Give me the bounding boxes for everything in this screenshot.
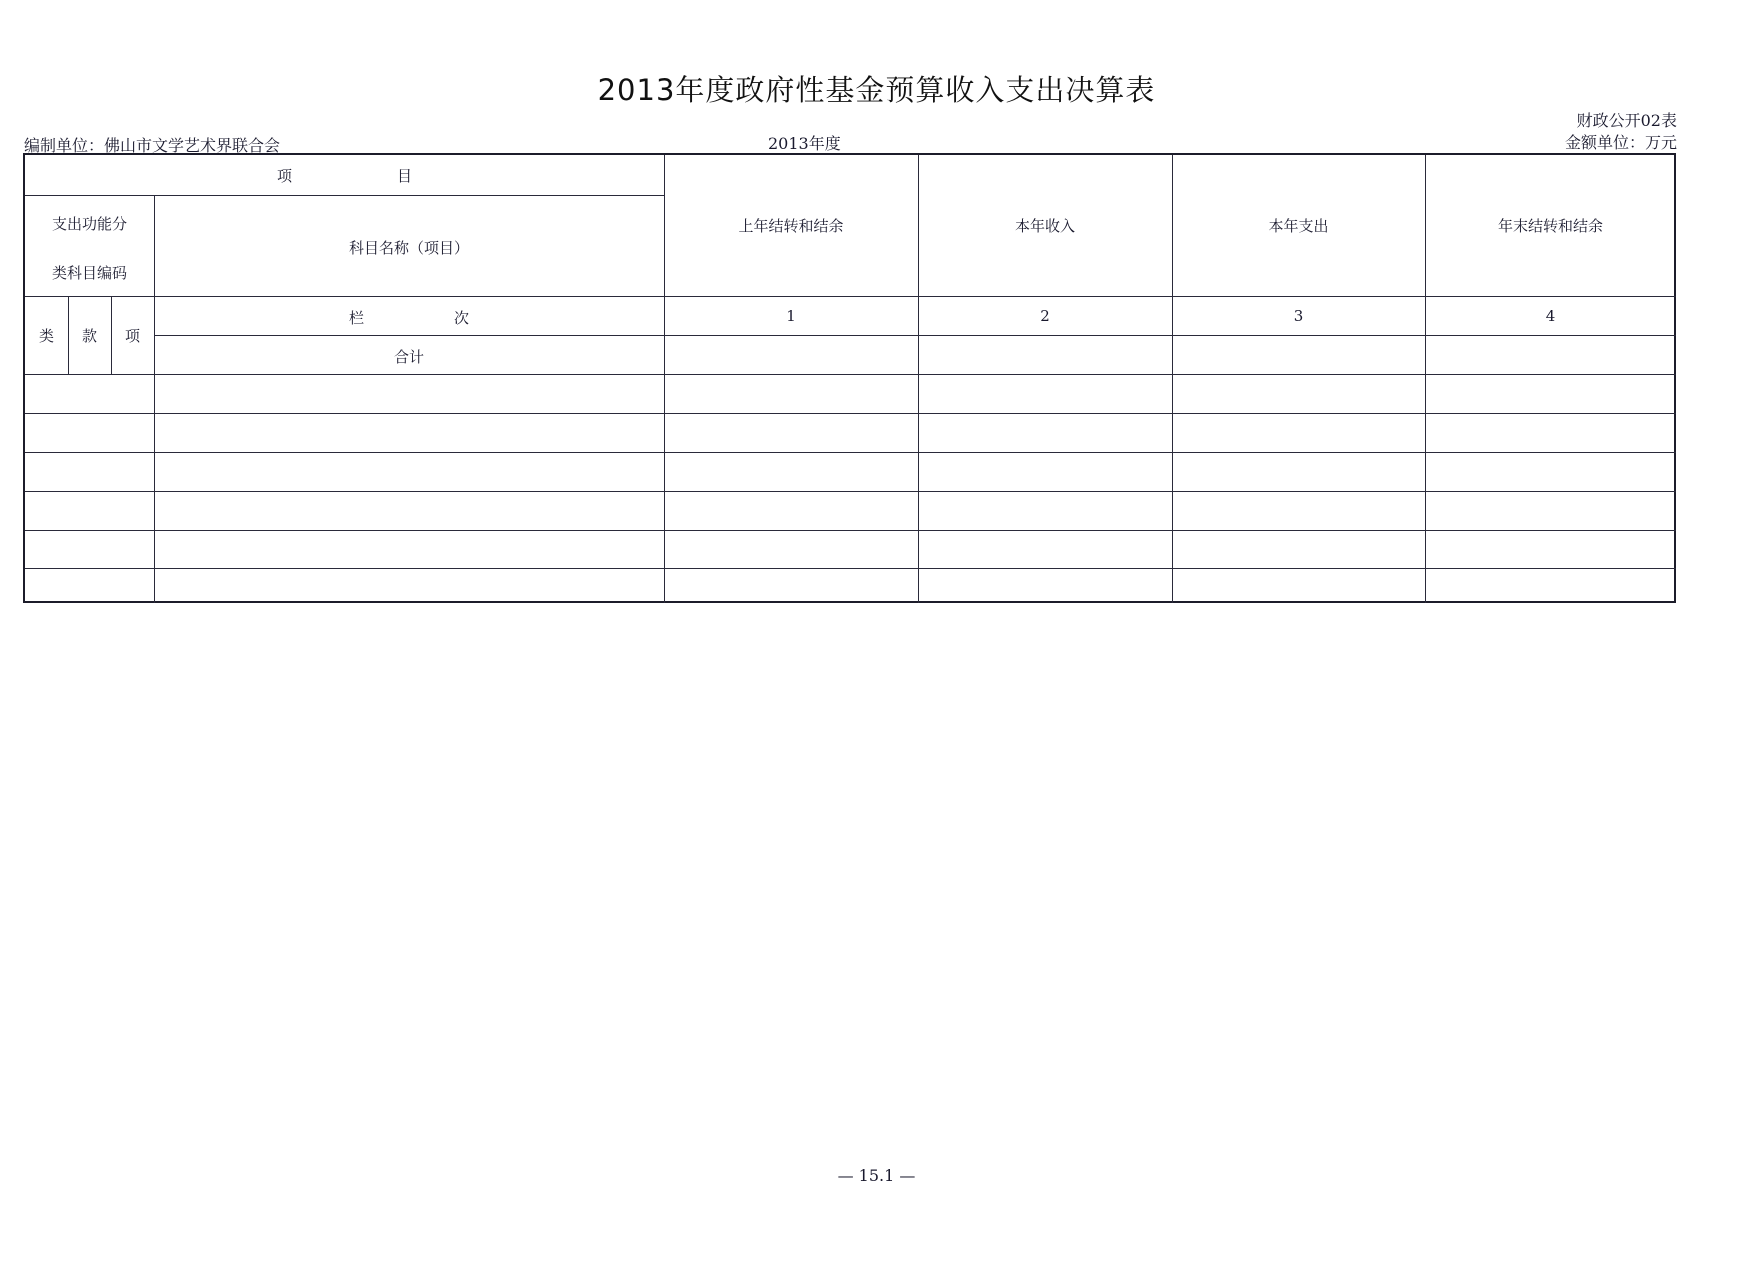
page-title: 2013年度政府性基金预算收入支出决算表 bbox=[597, 73, 1156, 107]
column-number-4: 4 bbox=[1545, 307, 1556, 325]
form-code: 财政公开02表 bbox=[1576, 111, 1677, 130]
rule-row-5 bbox=[25, 568, 1676, 569]
report-year: 2013年度 bbox=[768, 134, 841, 153]
rule-row-2 bbox=[25, 452, 1676, 453]
header-item-group: 项 目 bbox=[276, 167, 412, 185]
total-label: 合计 bbox=[393, 348, 424, 366]
header-income: 本年收入 bbox=[1014, 217, 1075, 235]
rule-row-3 bbox=[25, 491, 1676, 492]
column-number-3: 3 bbox=[1293, 307, 1304, 325]
rule-row-4 bbox=[25, 530, 1676, 531]
rule-header-bottom bbox=[25, 296, 1676, 297]
header-func-class-line2: 类科目编码 bbox=[51, 264, 127, 282]
rule-item-group bbox=[25, 195, 664, 196]
header-expense: 本年支出 bbox=[1268, 217, 1329, 235]
header-end-balance: 年末结转和结余 bbox=[1497, 217, 1603, 235]
column-number-1: 1 bbox=[786, 307, 796, 325]
header-subject-name: 科目名称（项目） bbox=[348, 239, 469, 257]
column-index-label: 栏 次 bbox=[348, 309, 469, 327]
header-section: 款 bbox=[81, 327, 97, 345]
column-number-2: 2 bbox=[1040, 307, 1050, 325]
compiling-unit: 编制单位：佛山市文学艺术界联合会 bbox=[24, 136, 281, 155]
rule-total bbox=[25, 374, 1676, 375]
header-prev-balance: 上年结转和结余 bbox=[738, 217, 844, 235]
page-number: — 15.1 — bbox=[837, 1166, 916, 1185]
budget-table bbox=[23, 153, 1676, 603]
rule-row-1 bbox=[25, 413, 1676, 414]
amount-unit: 金额单位：万元 bbox=[1564, 133, 1677, 152]
rule-column-index bbox=[154, 335, 1676, 336]
header-class: 类 bbox=[38, 327, 54, 345]
header-func-class-line1: 支出功能分 bbox=[51, 215, 127, 233]
header-item: 项 bbox=[124, 327, 140, 345]
